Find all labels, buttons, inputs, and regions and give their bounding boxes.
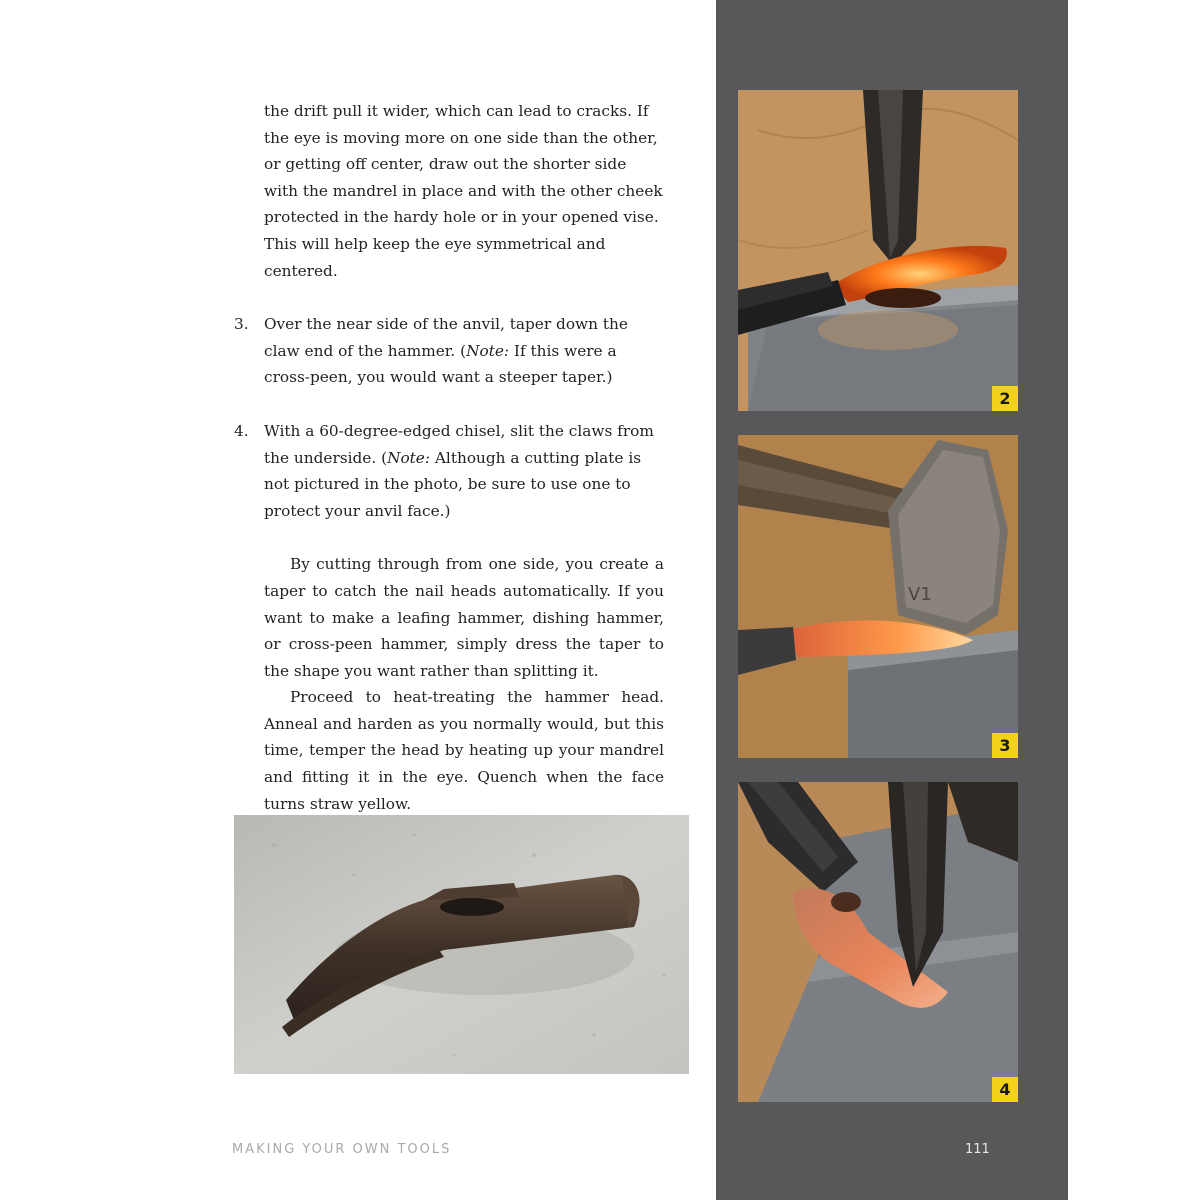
step-4: [234, 418, 664, 524]
step-number: 3.: [234, 315, 249, 334]
step-number: 4.: [234, 421, 249, 440]
paragraph: By cutting through from one side, you create a taper to catch the nail heads automatically. If you want to make a leafing hammer, dishing hammer, or cross-peen hammer, simply dress the taper to the shape you want rather than splitting it.: [264, 555, 664, 680]
step-badge: 4: [992, 1077, 1018, 1102]
step-badge: 2: [992, 386, 1018, 411]
step-3: [234, 311, 664, 391]
maker-stamp: V1: [908, 584, 932, 605]
finished-hammer-photo: [234, 815, 689, 1074]
body-text: [234, 98, 664, 817]
page-number: 111: [965, 1142, 990, 1157]
paragraph: Proceed to heat-treating the hammer head. Anneal and harden as you normally would, but this time, temper the head by heating up your mandrel and fitting it in the eye. Quench when the face turns straw yellow.: [264, 688, 664, 813]
running-footer-title: MAKING YOUR OWN TOOLS: [232, 1142, 452, 1157]
step-badge: 3: [992, 733, 1018, 758]
step-text: With a 60-degree-edged chisel, slit the claws from the underside. (Note: Although a cutting plate is not pictured in the photo, be sure to use one to protect your anvil face.): [264, 421, 654, 520]
paragraph-continued: the drift pull it wider, which can lead to cracks. If the eye is moving more on one side than the other, or getting off center, draw out the shorter side with the mandrel in place and with the other cheek protected in the hardy hole or in your opened vise. This will help keep the eye symmetrical and centered.: [264, 102, 663, 280]
step-text: Over the near side of the anvil, taper down the claw end of the hammer. (Note: If this were a cross-peen, you would want a steeper taper.): [264, 315, 628, 387]
step-2-photo: [738, 90, 1018, 411]
step-4-photo: [738, 782, 1018, 1102]
step-3-photo: [738, 435, 1018, 758]
